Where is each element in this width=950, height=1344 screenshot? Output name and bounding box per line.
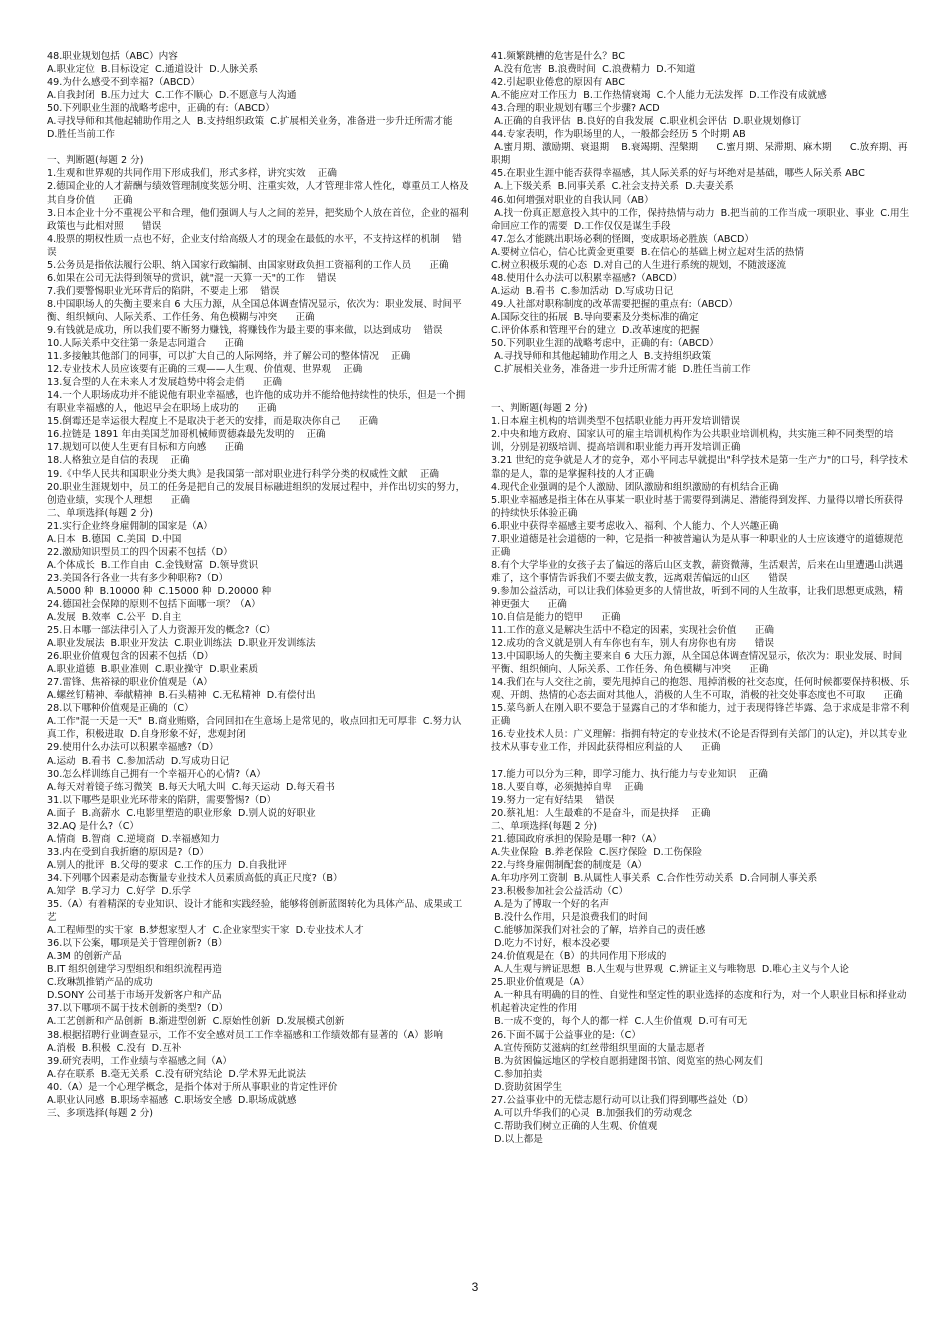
- text-line: 4.现代企业强调的是个人激励、团队激励和组织激励的有机结合正确: [491, 481, 779, 493]
- text-line: A.知学 B.学习力 C.好学 D.乐学: [47, 886, 191, 897]
- text-line: 35.（A）有着精深的专业知识、设计才能和实践经验，能够将创新蓝图转化为具体产品、成果或工艺: [47, 899, 463, 924]
- text-line: 23.美国各行各业一共有多少种职称?（D）: [47, 572, 229, 584]
- text-line: A.没有危害 B.浪费时间 C.浪费精力 D.不知道: [491, 64, 696, 76]
- text-line: 25.日本哪一部法律引入了人力资源开发的概念?（C）: [47, 625, 276, 637]
- text-line: A.一种具有明确的目的性、自觉性和坚定性的职业选择的态度和行为，对一个人职业目标和择业动机起着决定性的作用: [491, 990, 907, 1015]
- text-line: 24.价值观是在（B）的共同作用下形成的: [491, 951, 667, 963]
- text-line: A.蜜月期、激励期、衰退期 B.衰竭期、涅槃期 C.蜜月期、呆滞期、麻木期 C.放弃期、再职期: [491, 142, 908, 167]
- text-line: 28.以下哪种价值观是正确的（C）: [47, 703, 194, 715]
- text-line: [47, 141, 469, 154]
- text-line: D.以上都是: [491, 1133, 543, 1145]
- text-line: 二、单项选择(每题 2 分): [47, 507, 154, 519]
- text-line: B.一成不变的，每个人的都一样 C.人生价值观 D.可有可无: [491, 1016, 748, 1028]
- text-line: A.失业保险 B.养老保险 C.医疗保险 D.工伤保险: [491, 846, 703, 858]
- text-line: 23.积极参加社会公益活动（C）: [491, 886, 629, 897]
- text-line: 46.如何增强对职业的自我认同（AB）: [491, 194, 654, 206]
- text-line: 34.下列哪个因素是动态衡量专业技术人员素质高低的真正尺度?（B）: [47, 872, 343, 884]
- text-line: 26.职业价值观包含的因素不包括（D）: [47, 651, 214, 663]
- text-line: A.个体成长 B.工作自由 C.金钱财富 D.领导赏识: [47, 559, 259, 571]
- text-line: 11.多接触其他部门的同事，可以扩大自己的人际网络，并了解公司的整体情况 正确: [47, 351, 411, 363]
- text-line: 21.德国政府承担的保险是哪一种?（A）: [491, 833, 662, 845]
- text-line: 6.职业中获得幸福感主要考虑收入、福利、个人能力、个人兴趣正确: [491, 520, 779, 532]
- text-line: [491, 755, 911, 768]
- text-line: D.吃力不讨好，根本没必要: [491, 938, 611, 950]
- text-line: 47.怎么才能跳出职场必剩的怪圈，变成职场必胜族（ABCD）: [491, 233, 754, 245]
- text-line: 18.人要自尊，必须抛掉自卑 正确: [491, 781, 644, 793]
- text-line: 20.职业生涯规划中，员工的任务是把自己的发展目标融进组织的发展过程中，并作出切实的努力，创造业绩，实现个人理想 正确: [47, 481, 466, 506]
- text-line: 27.雷锋、焦裕禄的职业价值观是（A）: [47, 677, 213, 689]
- text-line: 10.自信是能力的铠甲 正确: [491, 612, 621, 624]
- text-line: 1.日本雇主机构的培训类型不包括职业能力再开发培训错误: [491, 416, 740, 428]
- text-line: 9.参加公益活动，可以让我们体验更多的人情世故，听到不同的人生故事，让我们思想更成熟，精神更强大 正确: [491, 585, 904, 610]
- text-line: A.可以升华我们的心灵 B.加强我们的劳动观念: [491, 1107, 692, 1119]
- text-line: A.每天对着镜子练习微笑 B.每天大吼大叫 C.每天运动 D.每天看书: [47, 781, 335, 793]
- text-line: 三、多项选择(每题 2 分): [47, 1107, 154, 1119]
- text-line: A.运动 B.看书 C.参加活动 D.写成功日记: [47, 755, 230, 767]
- text-line: A.宣传预防艾滋病的红丝带组织里面的大量志愿者: [491, 1042, 705, 1054]
- text-line: 19.《中华人民共和国职业分类大典》是我国第一部对职业进行科学分类的权威性文献 正确: [47, 468, 440, 480]
- text-line: 13.复合型的人在未来人才发展趋势中将会走俏 正确: [47, 377, 283, 389]
- text-line: A.正确的自我评估 B.良好的自我发展 C.职业机会评估 D.职业规划修订: [491, 116, 802, 128]
- text-line: A.职业发展法 B.职业开发法 C.职业训练法 D.职业开发训练法: [47, 638, 316, 650]
- text-line: C.树立积极乐观的心态 D.对自己的人生进行系统的规划，不随波逐流: [491, 259, 786, 271]
- text-line: A.工作"混一天是一天" B.商业贿赂，合同回扣在生意场上是常见的，收点回扣无可厚非 C.努力认真工作，积极进取 D.自身形象不好，悲观封闭: [47, 716, 462, 741]
- text-line: 27.公益事业中的无偿志愿行动可以让我们得到哪些益处（D）: [491, 1094, 754, 1106]
- text-line: A.是为了博取一个好的名声: [491, 899, 610, 911]
- text-line: 18.人格独立是自信的表现 正确: [47, 455, 190, 467]
- text-line: 5.职业幸福感是指主体在从事某一职业时基于需要得到满足、潜能得到发挥、力量得以增长所获得的持续快乐体验正确: [491, 494, 904, 519]
- text-line: 20.蔡礼旭：人生最难的不是奋斗，而是抉择 正确: [491, 807, 711, 819]
- text-line: 16.拉链是 1891 年由美国芝加哥机械师贾德森最先发明的 正确: [47, 429, 326, 441]
- text-line: A.情商 B.智商 C.逆境商 D.幸福感知力: [47, 833, 220, 845]
- text-line: 29.使用什么办法可以积累幸福感?（D）: [47, 742, 219, 754]
- text-line: A.职业定位 B.目标设定 C.通道设计 D.人脉关系: [47, 64, 259, 76]
- text-line: [491, 389, 911, 402]
- text-line: 39.研究表明，工作业绩与幸福感之间（A）: [47, 1055, 232, 1067]
- text-line: 4.股票的期权性质一点也不好，企业支付给高级人才的现金在最低的水平，不支持这样的机制 错误: [47, 233, 462, 258]
- text-line: B.IT 组织创建学习型组织和组织流程再造: [47, 964, 222, 976]
- text-line: 8.有个大学毕业的女孩子去了偏远的落后山区支教，薪资微薄，生活艰苦，后来在山里遭遇山洪遇难了，这个事情告诉我们不要去做支教，远离艰苦偏远的山区 错误: [491, 559, 904, 584]
- text-line: 40.（A）是一个心理学概念，是指个体对于所从事职业的肯定性评价: [47, 1081, 338, 1093]
- text-line: 33.内在受到自我折磨的原因是?（D）: [47, 846, 210, 858]
- text-line: A.日本 B.德国 C.美国 D.中国: [47, 533, 182, 545]
- text-line: 9.有钱就是成功，所以我们要不断努力赚钱，将赚钱作为最主要的事来做，以达到成功 错误: [47, 324, 443, 336]
- text-line: 50.下列职业生涯的战略考虑中，正确的有:（ABCD）: [491, 338, 719, 350]
- text-line: 16.专业技术人员：广义理解：指拥有特定的专业技术(不论是否得到有关部门的认定)，并以其专业技术从事专业工作，并因此获得相应利益的人 正确: [491, 729, 908, 754]
- text-line: 一、判断题(每题 2 分): [491, 403, 588, 415]
- text-line: 1.生观和世界观的共同作用下形成我们，形式多样，讲究实效 正确: [47, 168, 337, 180]
- text-line: 15.倒霉还是幸运很大程度上不是取决于老天的安排，而是取决你自己 正确: [47, 416, 378, 428]
- text-line: 15.菜鸟新人在刚入职不要急于显露自己的才华和能力，过于表现得锋芒毕露、急于求成是非常不利 正确: [491, 703, 922, 728]
- text-line: 8.中国职场人的失衡主要来自 6 大压力源，从全国总体调查情况显示，依次为：职业发展、时间平衡、组织倾向、人际关系、工作任务、角色模糊与冲突 正确: [47, 298, 462, 323]
- text-line: 30.怎么样训练自己拥有一个幸福开心的心情?（A）: [47, 768, 266, 780]
- text-line: A.上下级关系 B.同事关系 C.社会支持关系 D.夫妻关系: [491, 181, 734, 193]
- text-line: 49.人社部对职称制度的改革需要把握的重点有:（ABCD）: [491, 298, 739, 310]
- text-line: 48.职业规划包括（ABC）内容: [47, 51, 178, 62]
- text-line: 38.根据招聘行业调查显示，工作不安全感对员工工作幸福感和工作绩效都有显著的（A）影响 A.消极 B.积极 C.没有 D.互补: [47, 1029, 468, 1054]
- text-line: 7.我们要警惕职业光环背后的陷阱，不要走上邪 错误: [47, 285, 280, 297]
- text-line: 50.下列职业生涯的战略考虑中，正确的有:（ABCD）: [47, 103, 275, 115]
- right-column: [491, 50, 922, 1275]
- text-line: 二、单项选择(每题 2 分): [491, 820, 598, 832]
- text-line: 3.日本企业十分不重视公平和合理，他们强调人与人之间的差异，把奖励个人放在首位，企业的福利政策也与此相对照 错误: [47, 207, 469, 232]
- text-line: A.不能应对工作压力 B.工作热情衰竭 C.个人能力无法发挥 D.工作没有成就感: [491, 90, 827, 102]
- text-line: 43.合理的职业规划有哪三个步骤? ACD: [491, 103, 660, 115]
- text-line: 24.德国社会保障的原则不包括下面哪一项？（A）: [47, 598, 261, 610]
- text-line: C.帮助我们树立正确的人生观、价值观: [491, 1120, 658, 1132]
- text-line: 26.下面不属于公益事业的是:（C）: [491, 1029, 641, 1041]
- text-line: 11.工作的意义是解决生活中不稳定的因素，实现社会价值 正确: [491, 625, 774, 637]
- text-line: 6.如果在公司无法得到领导的赏识，就"混一天算一天"的工作 错误: [47, 272, 337, 284]
- text-line: 49.为什么感受不到幸福?（ABCD）: [47, 77, 200, 89]
- text-line: 42.引起职业倦怠的原因有 ABC: [491, 77, 625, 89]
- text-line: C.玫琳凯推销产品的成功: [47, 977, 153, 989]
- text-line: A.自我封闭 B.压力过大 C.工作不顺心 D.不愿意与人沟通: [47, 90, 297, 102]
- page-number: 3: [471, 1280, 479, 1294]
- text-line: A.职业道德 B.职业准则 C.职业操守 D.职业素质: [47, 664, 259, 676]
- text-line: 14.一个人职场成功并不能说他有职业幸福感，也许他的成功并不能给他持续性的快乐，但是一个拥有职业幸福感的人，他迟早会在职场上成功的 正确: [47, 390, 466, 415]
- text-line: 12.专业技术人员应该要有正确的三观——人生观、价值观、世界观 正确: [47, 364, 363, 376]
- text-line: 14.我们在与人交往之前，要先甩掉自己的抱怨、甩掉消极的社交态度，任何时候都要保持积极、乐观、开朗、热情的心态去面对其他人，消极的人生不可取，消极的社交处事态度也不可取 正确: [491, 677, 910, 702]
- text-line: A.国际交往的拓展 B.导向要素及分类标准的确定: [491, 311, 699, 323]
- text-line: 3.21 世纪的竞争就是人才的竞争，邓小平同志早就提出"科学技术是第一生产力"的口号，科学技术靠的是人，靠的是掌握科技的人才正确: [491, 455, 908, 480]
- text-line: 19.努力一定有好结果 错误: [491, 794, 615, 806]
- text-line: 22.激励知识型员工的四个因素不包括（D）: [47, 546, 233, 558]
- left-column: [47, 50, 469, 1275]
- text-line: 41.频繁跳槽的危害是什么？BC: [491, 51, 625, 62]
- text-line: A.5000 种 B.10000 种 C.15000 种 D.20000 种: [47, 585, 272, 597]
- text-line: 36.以下公案，哪项是关于管理创新?（B）: [47, 938, 228, 950]
- text-line: A.职业认同感 B.职场幸福感 C.职场安全感 D.职场成就感: [47, 1094, 297, 1106]
- text-line: 32.AQ 是什么?（C）: [47, 820, 140, 832]
- text-line: 37.以下哪项不属于技术创新的类型?（D）: [47, 1003, 229, 1015]
- text-line: 21.实行企业终身雇佣制的国家是（A）: [47, 520, 213, 532]
- text-line: A.工艺创新和产品创新 B.渐进型创新 C.原始性创新 D.发展模式创新: [47, 1016, 345, 1028]
- text-line: B.为贫困偏远地区的学校自愿捐建图书馆、阅览室的热心网友们: [491, 1055, 763, 1067]
- text-line: 13.中国职场人的失衡主要来自 6 大压力源，从全国总体调查情况显示，依次为：职业发展、时间平衡、组织倾向、人际关系、工作任务、角色模糊与冲突 正确: [491, 651, 903, 676]
- text-line: A.寻找导师和其他起辅助作用之人 B.支持组织政策 C.扩展相关业务，准备进一步升迁所需才能 D.胜任当前工作: [47, 116, 459, 141]
- text-line: 25.职业价值观是（A）: [491, 977, 590, 989]
- text-line: C.扩展相关业务，准备进一步升迁所需才能 D.胜任当前工作: [491, 364, 751, 376]
- text-line: 48.使用什么办法可以积累幸福感?（ABCD）: [491, 272, 683, 284]
- text-line: A.年功序列工资制 B.从属性人事关系 C.合作性劳动关系 D.合同制人事关系: [491, 872, 818, 884]
- text-line: A.找一份真正愿意投入其中的工作，保持热情与动力 B.把当前的工作当成一项职业、事业 C.用生命回应工作的需要 D.工作仅仅是谋生手段: [491, 207, 910, 232]
- text-line: 10.人际关系中交往第一条是志同道合 正确: [47, 338, 244, 350]
- text-line: 45.在职业生涯中能否获得幸福感，其人际关系的好与坏绝对是基础，哪些人际关系 ABC: [491, 168, 865, 180]
- text-line: D.SONY 公司基于市场开发新客户和产品: [47, 990, 222, 1002]
- text-line: A.3M 的创新产品: [47, 951, 122, 963]
- text-line: C.评价体系和管理平台的建立 D.改革速度的把握: [491, 324, 700, 336]
- text-line: A.人生观与辨证思想 B.人生观与世界观 C.辨证主义与唯物思 D.唯心主义与个人论: [491, 964, 850, 976]
- text-line: 12.成功的含义就是别人有车你也有车，别人有房你也有房 错误: [491, 638, 774, 650]
- text-line: 5.公务员是指依法履行公职、纳入国家行政编制、由国家财政负担工资福利的工作人员 正确: [47, 259, 449, 271]
- text-line: 2.中央和地方政府、国家认可的雇主培训机构作为公共职业培训机构，共实施三种不同类型的培训，分别是初级培训、提高培训和职业能力再开发培训正确: [491, 429, 894, 454]
- text-line: B.没什么作用，只是浪费我们的时间: [491, 912, 648, 924]
- text-line: A.存在联系 B.毫无关系 C.没有研究结论 D.学术界无此说法: [47, 1068, 307, 1080]
- text-line: A.工程师型的实干家 B.梦想家型人才 C.企业家型实干家 D.专业技术人才: [47, 925, 364, 937]
- text-line: 22.与终身雇佣制配套的制度是（A）: [491, 859, 648, 871]
- text-line: C.能够加深我们对社会的了解，培养自己的责任感: [491, 925, 706, 937]
- text-line: [491, 376, 911, 389]
- text-line: 44.专家表明，作为职场里的人，一般都会经历 5 个时期 AB: [491, 129, 746, 141]
- text-line: 一、判断题(每题 2 分): [47, 155, 144, 167]
- text-line: A.面子 B.高薪水 C.电影里塑造的职业形象 D.别人说的好职业: [47, 807, 316, 819]
- text-line: 7.职业道德是社会道德的一种，它是指一种被普遍认为是从事一种职业的人士应该遵守的道德规范 正确: [491, 533, 922, 558]
- text-line: 17.能力可以分为三种，即学习能力、执行能力与专业知识 正确: [491, 768, 768, 780]
- text-line: A.别人的批评 B.父母的要求 C.工作的压力 D.自我批评: [47, 859, 287, 871]
- text-line: A.螺丝钉精神、奉献精神 B.石头精神 C.无私精神 D.有偿付出: [47, 690, 316, 702]
- text-line: A.寻找导师和其他起辅助作用之人 B.支持组织政策: [491, 351, 712, 363]
- text-line: 31.以下哪些是职业光环带来的陷阱，需要警惕?（D）: [47, 794, 277, 806]
- text-line: D.资助贫困学生: [491, 1081, 563, 1093]
- text-line: A.要树立信心，信心比黄金更重要 B.在信心的基础上树立起对生活的热情: [491, 246, 804, 258]
- text-line: C.参加拍卖: [491, 1068, 543, 1080]
- text-line: A.发展 B.效率 C.公平 D.自主: [47, 612, 182, 624]
- text-line: 17.规划可以使人生更有目标和方向感 正确: [47, 442, 244, 454]
- text-line: 2.德国企业的人才薪酬与绩效管理制度奖惩分明、注重实效，人才管理非常人性化，尊重员工人格及其自身价值 正确: [47, 181, 469, 206]
- text-line: A.运动 B.看书 C.参加活动 D.写成功日记: [491, 285, 674, 297]
